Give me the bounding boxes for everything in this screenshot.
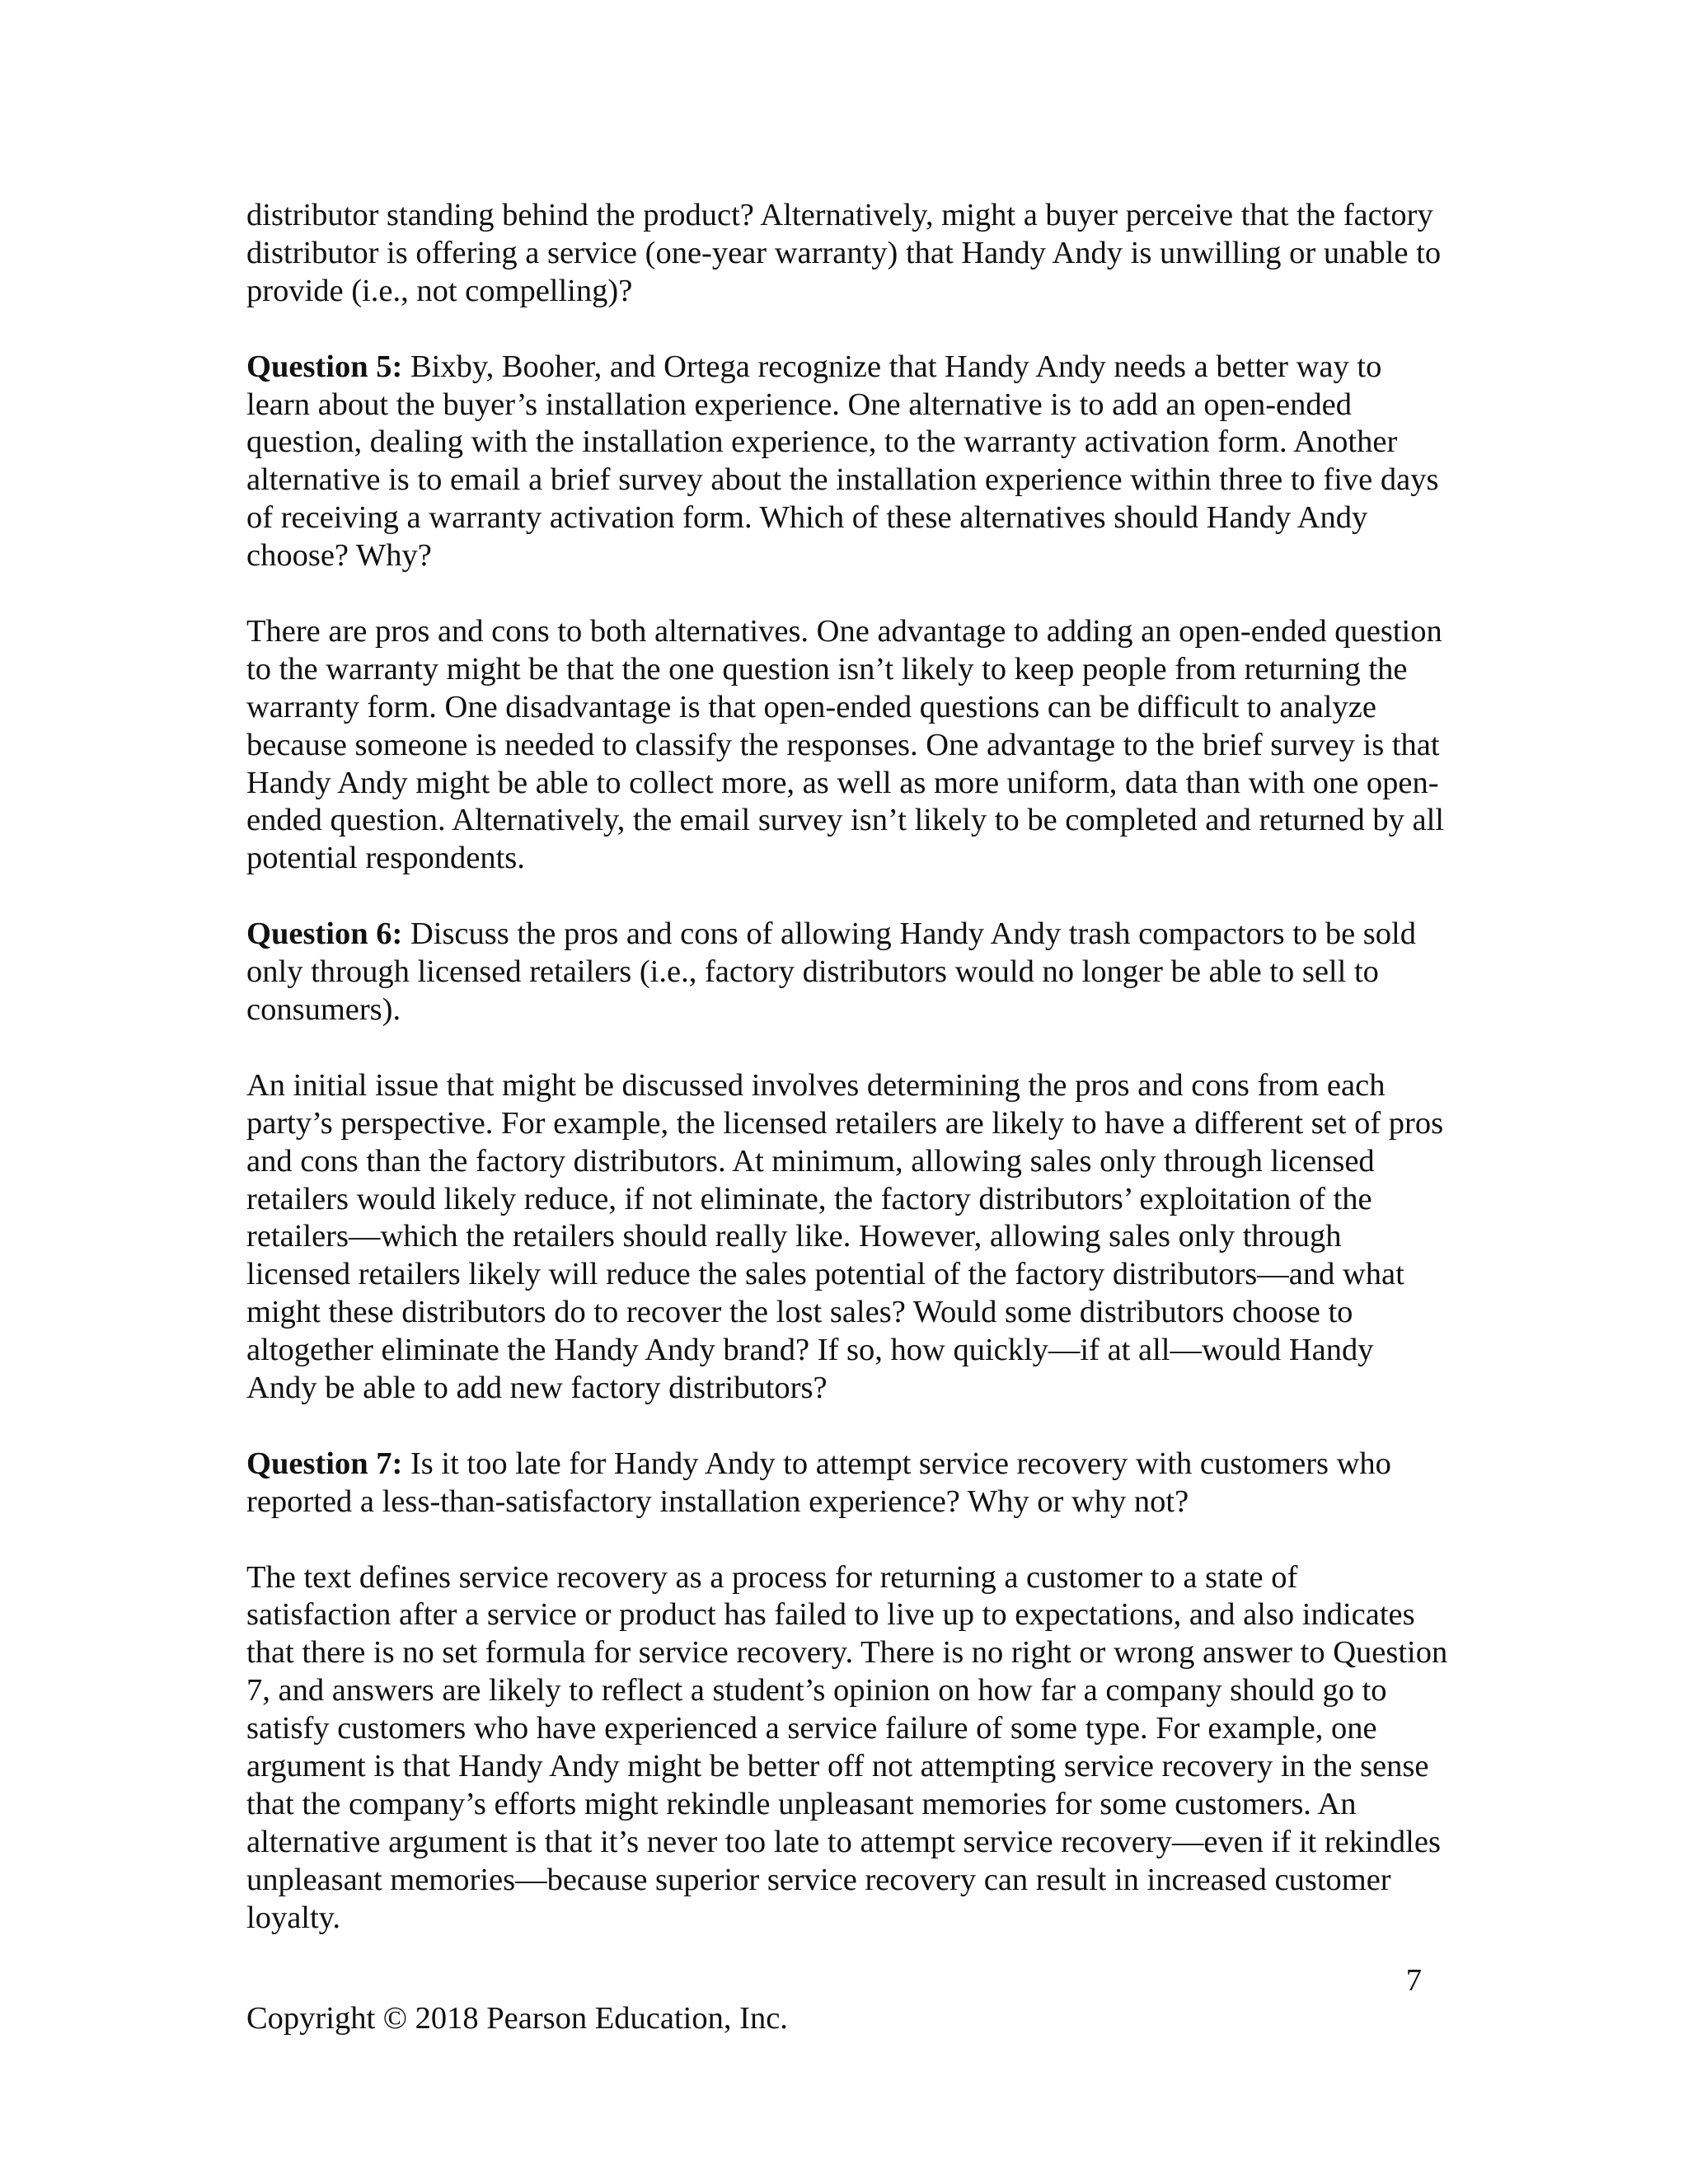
question-7-label: Question 7: <box>246 1446 403 1481</box>
answer-6-paragraph: An initial issue that might be discussed involves determining the pros and cons from each party’s perspective. For example, the licensed retailers are likely to have a different set of pros and cons than the factory distributors. At minimum, allowing sales only through licensed retailers would likely reduce, if not eliminate, the factory distributors’ exploitation of the retailers—which the retailers should really like. However, allowing sales only through licensed retailers likely will reduce the sales potential of the factory distributors—and what might these distributors do to recover the lost sales? Would some distributors choose to altogether eliminate the Handy Andy brand? If so, how quickly—if at all—would Handy Andy be able to add new factory distributors? <box>246 1067 1444 1406</box>
question-7-text: Is it too late for Handy Andy to attempt service recovery with customers who reported a less-than-satisfactory installation experience? Why or why not? <box>246 1446 1391 1519</box>
document-body <box>246 197 1450 1975</box>
question-7 <box>246 1446 1450 1521</box>
continuation-paragraph: distributor standing behind the product? Alternatively, might a buyer perceive that the factory distributor is offering a service (one-year warranty) that Handy Andy is unwilling or unable to provide (i.e., not compelling)? <box>246 198 1442 308</box>
question-6-text: Discuss the pros and cons of allowing Handy Andy trash compactors to be sold only through licensed retailers (i.e., factory distributors would no longer be able to sell to consumers). <box>246 916 1416 1027</box>
question-6 <box>246 916 1450 1029</box>
question-5-label: Question 5: <box>246 349 403 384</box>
answer-5-paragraph: There are pros and cons to both alternatives. One advantage to adding an open-ended question to the warranty might be that the one question isn’t likely to keep people from returning the warranty form. One disadvantage is that open-ended questions can be difficult to analyze because someone is needed to classify the responses. One advantage to the brief survey is that Handy Andy might be able to collect more, as well as more uniform, data than with one open-ended question. Alternatively, the email survey isn’t likely to be completed and returned by all potential respondents. <box>246 613 1444 876</box>
question-5 <box>246 349 1450 575</box>
question-6-label: Question 6: <box>246 916 403 952</box>
answer-7-paragraph: The text defines service recovery as a process for returning a customer to a state of satisfaction after a service or product has failed to live up to expectations, and also indicates that there is no set formula for service recovery. There is no right or wrong answer to Question 7, and answers are likely to reflect a student’s opinion on how far a company should go to satisfy customers who have experienced a service failure of some type. For example, one argument is that Handy Andy might be better off not attempting service recovery in the sense that the company’s efforts might rekindle unpleasant memories for some customers. An alternative argument is that it’s never too late to attempt service recovery—even if it rekindles unpleasant memories—because superior service recovery can result in increased customer loyalty. <box>246 1559 1448 1935</box>
question-5-text: Bixby, Booher, and Ortega recognize that Handy Andy needs a better way to learn about the buyer’s installation experience. One alternative is to add an open-ended question, dealing with the installation experience, to the warranty activation form. Another alternative is to email a brief survey about the installation experience within three to five days of receiving a warranty activation form. Which of these alternatives should Handy Andy choose? Why? <box>246 349 1439 574</box>
page-number: 7 <box>1405 1963 1422 1998</box>
copyright-footer: Copyright © 2018 Pearson Education, Inc. <box>246 2001 788 2036</box>
